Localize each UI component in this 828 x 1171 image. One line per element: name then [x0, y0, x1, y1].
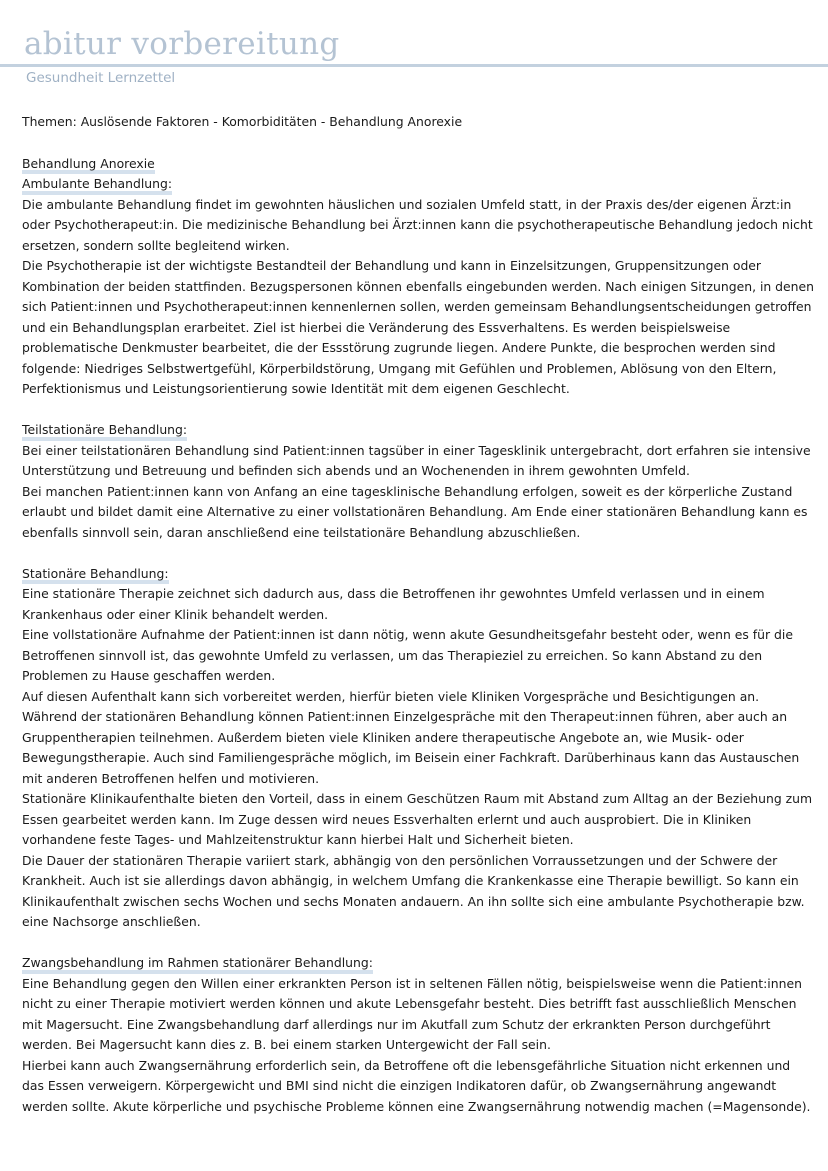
paragraph: Während der stationären Behandlung können Patient:innen Einzelgespräche mit den Therapeut:innen führen, aber auch an Gruppentherapien teilnehmen. Außerdem bieten viele Kliniken andere therapeutische Angebote an, wie Musik- oder Bewegungstherapie. Auch sind Familiengespräche möglich, im Beisein einer Fachkraft. Darüberhinaus kann das Austauschen mit anderen Betroffenen helfen und motivieren.: [22, 709, 800, 786]
paragraph: Bei einer teilstationären Behandlung sind Patient:innen tagsüber in einer Tagesklinik untergebracht, dort erfahren sie intensive Unterstützung und Betreuung und befinden sich abends und an Wochenenden in ihrem gewohnten Umfeld.: [22, 442, 811, 478]
paragraph: Eine vollstationäre Aufnahme der Patient:innen ist dann nötig, wenn akute Gesundheitsgefahr besteht oder, wenn es für die Betroffenen sinnvoll ist, das gewohnte Umfeld zu verlassen, um das Therapieziel zu erreichen. So kann Abstand zu den Problemen zu Hause geschaffen werden.: [22, 627, 793, 683]
paragraph: Die ambulante Behandlung findet im gewohnten häuslichen und sozialen Umfeld statt, in der Praxis des/der eigenen Ärzt:in oder Psychotherapeut:in. Die medizinische Behandlung bei Ärzt:innen kann die psychotherapeutische Behandlung jedoch nicht ersetzen, sondern sollte begleitend wirken.: [22, 196, 813, 253]
paragraph: Stationäre Klinikaufenthalte bieten den Vorteil, dass in einem Geschützen Raum mit Abstand zum Alltag an der Beziehung zum Essen gearbeitet werden kann. Im Zuge dessen wird neues Essverhalten erlernt und auch ausprobiert. Die in Kliniken vorhandene feste Tages- und Mahlzeitenstruktur kann hierbei Halt und Sicherheit bieten.: [22, 791, 813, 847]
paragraph: Eine stationäre Therapie zeichnet sich dadurch aus, dass die Betroffenen ihr gewohntes Umfeld verlassen und in einem Krankenhaus oder einer Klinik behandelt werden.: [22, 586, 765, 622]
paragraph: Bei manchen Patient:innen kann von Anfang an eine tagesklinische Behandlung erfolgen, soweit es der körperliche Zustand erlaubt und bildet damit eine Alternative zu einer vollstationären Behandlung. Am Ende einer stationären Behandlung kann es ebenfalls sinnvoll sein, daran anschließend eine teilstationäre Behandlung abzuschließen.: [22, 483, 808, 540]
page-subtitle: Gesundheit Lernzettel: [26, 70, 176, 86]
section-stationaer: [22, 564, 814, 933]
header-divider: [0, 64, 828, 67]
paragraph: Die Dauer der stationären Therapie variiert stark, abhängig von den persönlichen Vorraussetzungen und der Schwere der Krankheit. Auch ist sie allerdings davon abhängig, in welchem Umfang die Krankenkasse eine Therapie bewilligt. So kann ein Klinikaufenthalt zwischen sechs Wochen und sechs Monaten andauern. An ihn sollte sich eine ambulante Psychotherapie bzw. eine Nachsorge anschließen.: [22, 852, 805, 929]
document-body: [22, 112, 814, 1117]
brand-logo-text: abitur vorbereitung: [24, 26, 340, 62]
section-heading: Stationäre Behandlung:: [22, 564, 169, 585]
section-teilstationaer: [22, 420, 814, 543]
paragraph: Eine Behandlung gegen den Willen einer erkrankten Person ist in seltenen Fällen nötig, beispielsweise wenn die Patient:innen nicht zu einer Therapie motiviert werden können und akute Lebensgefahr besteht. Dies betrifft fast ausschließlich Menschen mit Magersucht. Eine Zwangsbehandlung darf allerdings nur im Akutfall zum Schutz der erkrankten Person durchgeführt werden. Bei Magersucht kann dies z. B. bei einem starken Untergewicht der Fall sein.: [22, 975, 802, 1052]
page-header: [0, 0, 828, 92]
paragraph: Die Psychotherapie ist der wichtigste Bestandteil der Behandlung und kann in Einzelsitzungen, Gruppensitzungen oder Kombination der beiden stattfinden. Bezugspersonen können ebenfalls eingebunden werden. Nach einigen Sitzungen, in denen sich Patient:innen und Psychotherapeut:innen kennenlernen sollen, werden gemeinsam Behandlungsentscheidungen getroffen und ein Behandlungsplan erarbeitet. Ziel ist hierbei die Veränderung des Essverhaltens. Es werden beispielsweise problematische Denkmuster bearbeitet, die der Essstörung zugrunde liegen. Andere Punkte, die besprochen werden sind folgende: Niedriges Selbstwertgefühl, Körperbildstörung, Umgang mit Gefühlen und Problemen, Ablösung von den Eltern, Perfektionismus und Leistungsorientierung sowie Identität mit dem eigenen Geschlecht.: [22, 258, 815, 396]
section-heading: Ambulante Behandlung:: [22, 174, 172, 195]
paragraph: Auf diesen Aufenthalt kann sich vorbereitet werden, hierfür bieten viele Kliniken Vorgespräche und Besichtigungen an.: [22, 688, 760, 704]
themes-line: Themen: Auslösende Faktoren - Komorbiditäten - Behandlung Anorexie: [22, 114, 463, 129]
section-heading: Zwangsbehandlung im Rahmen stationärer Behandlung:: [22, 953, 373, 974]
paragraph: Hierbei kann auch Zwangsernährung erforderlich sein, da Betroffene oft die lebensgefährliche Situation nicht erkennen und das Essen verweigern. Körpergewicht und BMI sind nicht die einzigen Indikatoren dafür, ob Zwangsernährung angewandt werden sollte. Akute körperliche und psychische Probleme können eine Zwangsernährung notwendig machen (=Magensonde).: [22, 1057, 811, 1114]
section-ambulant: [22, 154, 814, 400]
section-zwangsbehandlung: [22, 953, 814, 1117]
section-heading: Teilstationäre Behandlung:: [22, 420, 187, 441]
document-title: Behandlung Anorexie: [22, 154, 155, 175]
